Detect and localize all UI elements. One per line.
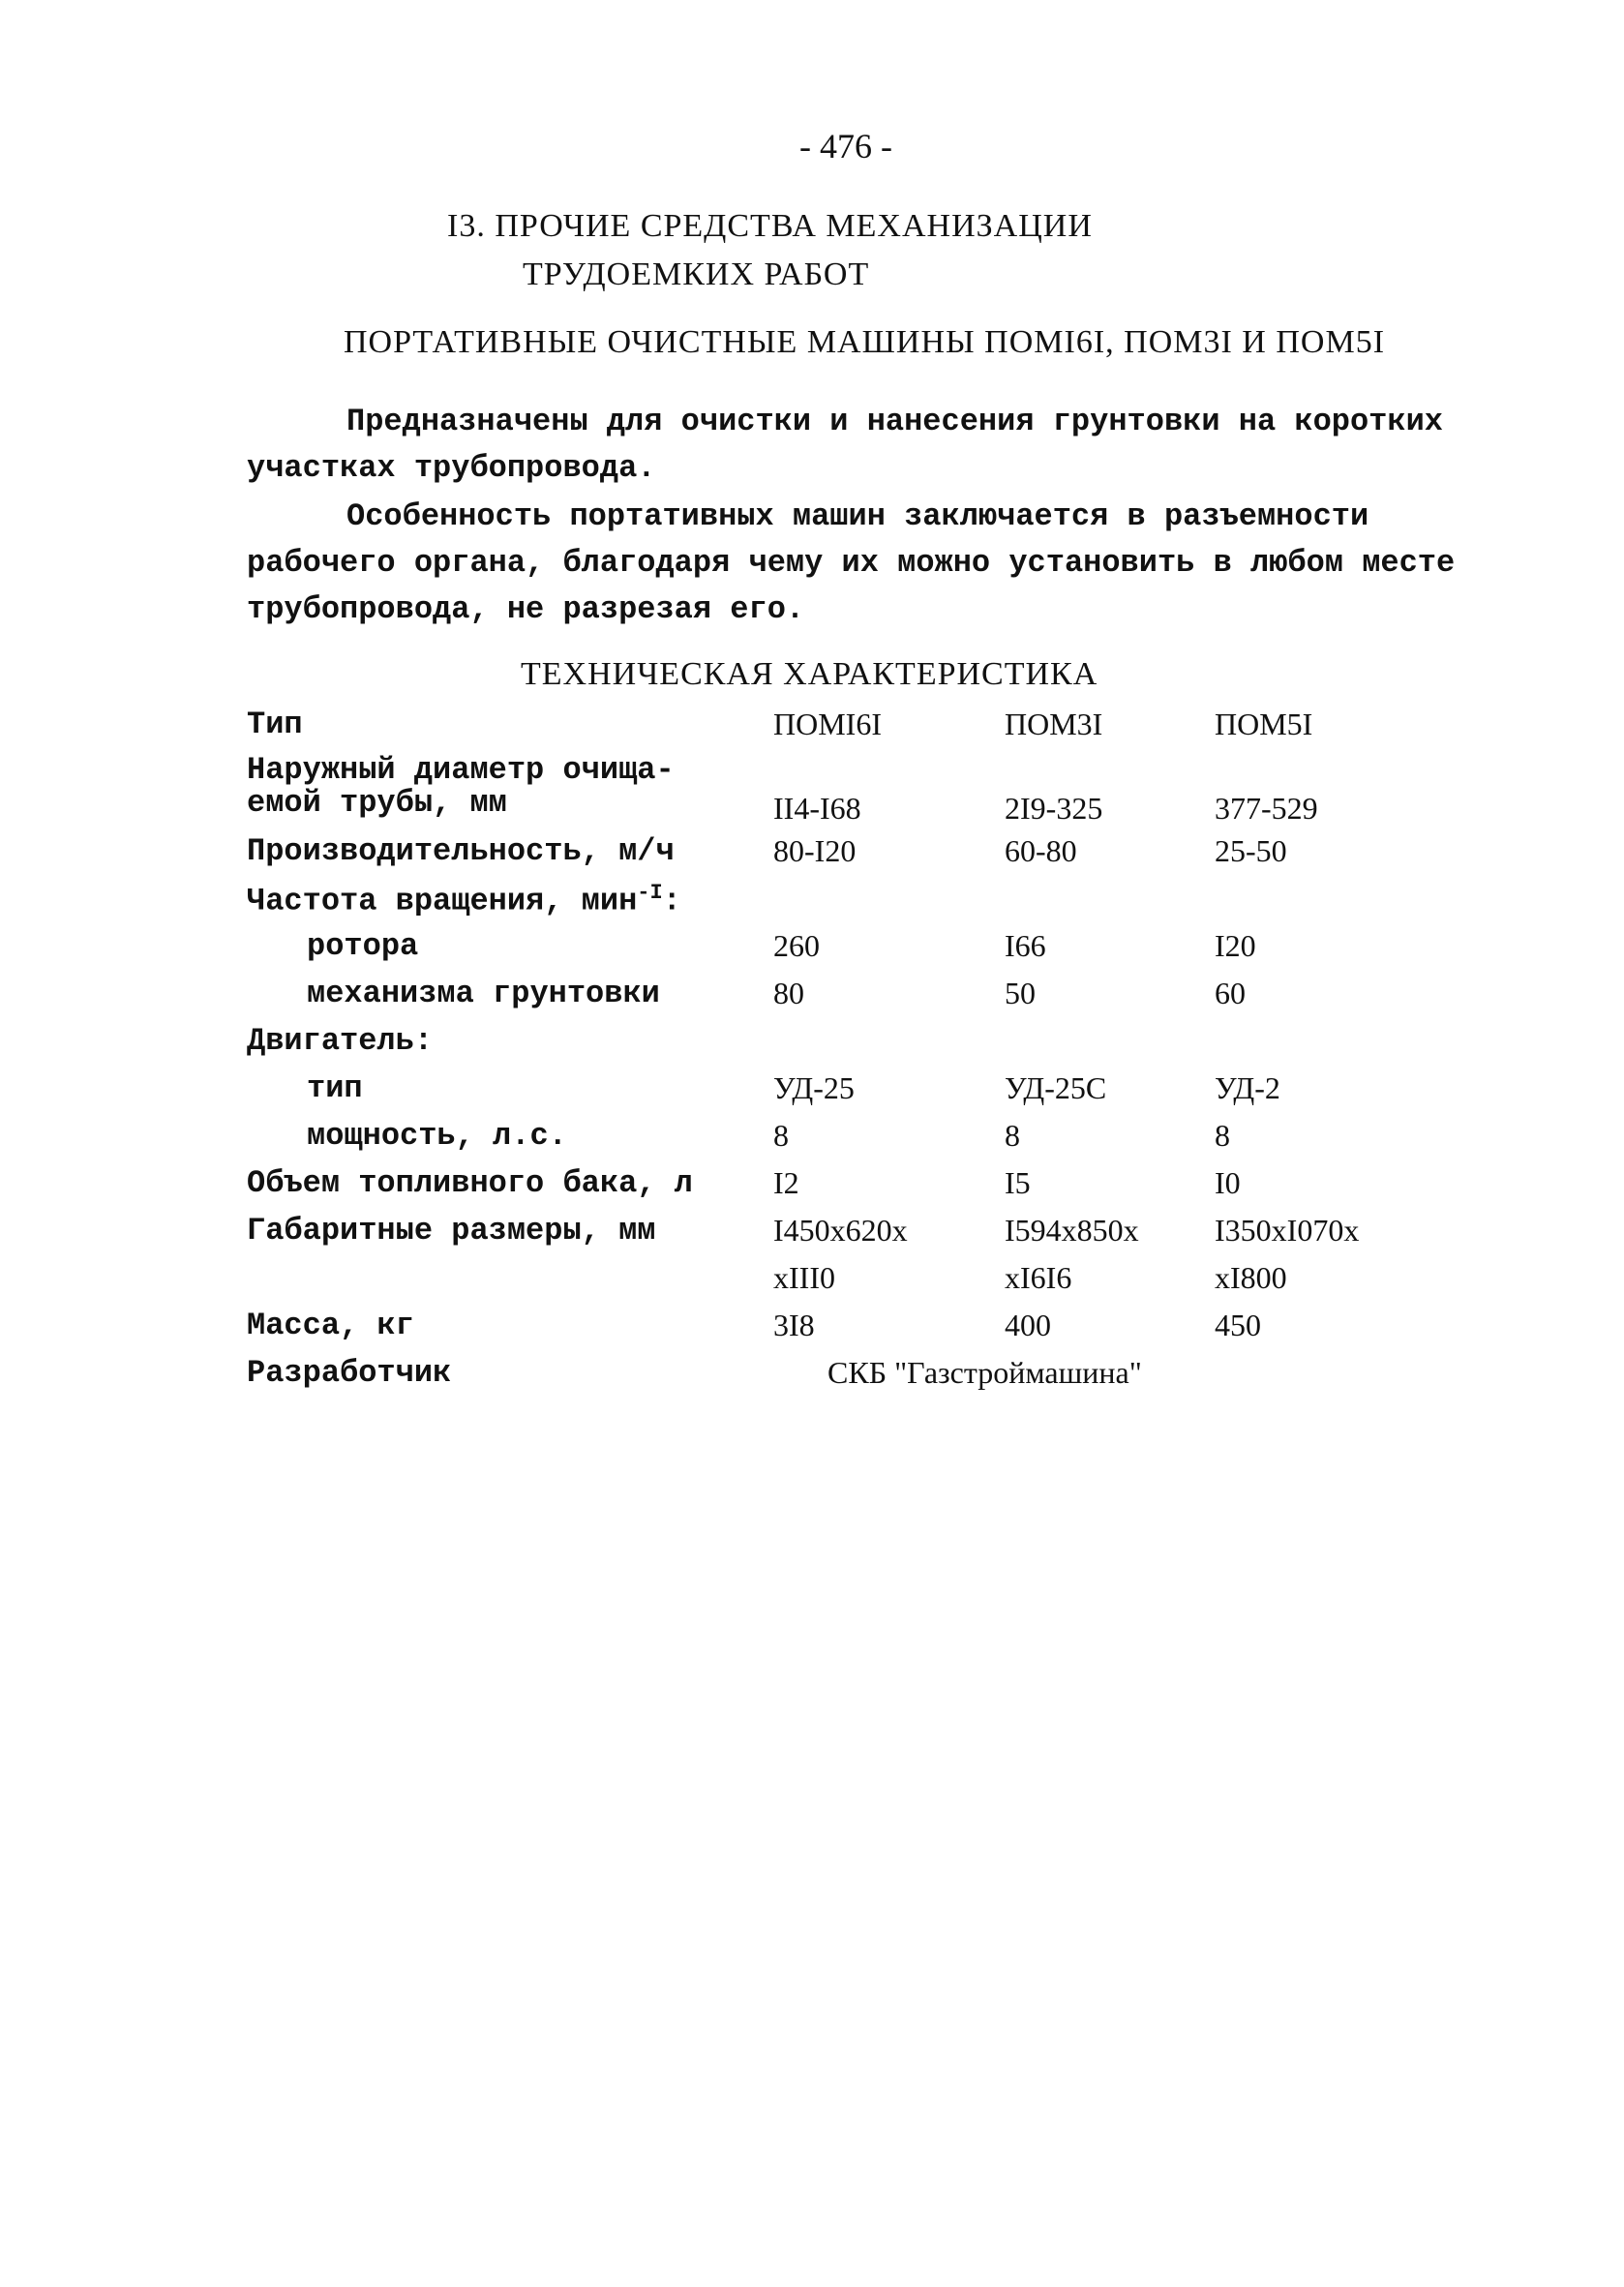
row-label: ротора <box>307 928 419 964</box>
row-label: Габаритные размеры, мм <box>247 1213 656 1249</box>
model-3-value: 25-50 <box>1215 833 1287 868</box>
model-3-value: 377-529 <box>1215 791 1318 826</box>
model-1-header: ПОМI6I <box>773 707 882 741</box>
machine-title: ПОРТАТИВНЫЕ ОЧИСТНЫЕ МАШИНЫ ПОМI6I, ПОМ3I И ПОМ5I <box>344 324 1386 360</box>
model-1-value: I2 <box>773 1165 799 1200</box>
rotation-suffix: : <box>662 883 681 919</box>
row-label-line1: Наружный диаметр очища- <box>247 752 675 788</box>
row-label: Масса, кг <box>247 1308 414 1343</box>
table-row-diameter <box>247 754 1505 833</box>
table-row-developer <box>247 1355 1505 1402</box>
row-label: Производительность, м/ч <box>247 833 675 869</box>
row-label: Разработчик <box>247 1355 452 1391</box>
table-row-engine-type <box>247 1070 1505 1118</box>
model-3-value: 450 <box>1215 1308 1261 1342</box>
section-subtitle: ТРУДОЕМКИХ РАБОТ <box>523 256 870 292</box>
model-2-value: I66 <box>1005 928 1046 963</box>
model-3-value: I350хI070х <box>1215 1213 1360 1248</box>
model-3-value: I0 <box>1215 1165 1241 1200</box>
table-row-primer-mechanism <box>247 976 1505 1023</box>
model-2-value: 8 <box>1005 1118 1020 1153</box>
rotation-exponent: -I <box>637 881 663 905</box>
model-3-value: хI800 <box>1215 1260 1287 1295</box>
row-label: Объем топливного бака, л <box>247 1165 693 1201</box>
feature-text: Особенность портативных машин заключается в разъемности рабочего органа, благодаря чему их можно установить в любом месте трубопровода, не разрезая его. <box>247 498 1456 627</box>
model-2-value: УД-25С <box>1005 1070 1107 1105</box>
row-label: Двигатель: <box>247 1023 434 1059</box>
table-row-engine <box>247 1023 1505 1070</box>
table-row-engine-power <box>247 1118 1505 1165</box>
developer-value: СКБ "Газстроймашина" <box>827 1355 1142 1390</box>
model-2-value: I594х850х <box>1005 1213 1139 1248</box>
table-row-tank <box>247 1165 1505 1213</box>
model-1-value: II4-I68 <box>773 791 861 826</box>
model-3-value: 8 <box>1215 1118 1230 1153</box>
model-1-value: УД-25 <box>773 1070 855 1105</box>
row-label <box>247 754 675 820</box>
model-1-value: 3I8 <box>773 1308 815 1342</box>
tech-specs-heading: ТЕХНИЧЕСКАЯ ХАРАКТЕРИСТИКА <box>521 656 1098 692</box>
model-1-value: 80-I20 <box>773 833 857 868</box>
model-2-value: I5 <box>1005 1165 1031 1200</box>
model-2-value: хI6I6 <box>1005 1260 1072 1295</box>
model-3-value: I20 <box>1215 928 1256 963</box>
row-label <box>247 881 681 919</box>
section-title: I3. ПРОЧИЕ СРЕДСТВА МЕХАНИЗАЦИИ <box>447 208 1093 244</box>
row-label: тип <box>307 1070 363 1106</box>
model-3-value: 60 <box>1215 976 1246 1010</box>
page-number: - 476 - <box>799 127 892 166</box>
table-row-dimensions <box>247 1213 1505 1260</box>
purpose-paragraph <box>247 399 1466 492</box>
table-row-type <box>247 707 1505 754</box>
row-label: механизма грунтовки <box>307 976 660 1011</box>
row-label-line2: емой трубы, мм <box>247 785 507 821</box>
table-row-rotation <box>247 881 1505 928</box>
model-2-value: 2I9-325 <box>1005 791 1103 826</box>
model-1-value: I450х620х <box>773 1213 908 1248</box>
model-2-value: 60-80 <box>1005 833 1077 868</box>
model-3-header: ПОМ5I <box>1215 707 1313 741</box>
feature-paragraph <box>247 494 1466 633</box>
model-1-value: 260 <box>773 928 820 963</box>
model-1-value: хIII0 <box>773 1260 835 1295</box>
model-2-value: 400 <box>1005 1308 1051 1342</box>
model-2-value: 50 <box>1005 976 1036 1010</box>
model-3-value: УД-2 <box>1215 1070 1280 1105</box>
table-row-mass <box>247 1308 1505 1355</box>
row-label: Тип <box>247 707 303 742</box>
rotation-label: Частота вращения, мин <box>247 883 638 919</box>
model-2-header: ПОМ3I <box>1005 707 1103 741</box>
table-row-rotor <box>247 928 1505 976</box>
purpose-text: Предназначены для очистки и нанесения грунтовки на коротких участках трубопровода. <box>247 404 1443 486</box>
table-row-dimensions-cont <box>247 1260 1505 1308</box>
table-row-productivity <box>247 833 1505 881</box>
spec-table <box>247 707 1505 1402</box>
model-1-value: 8 <box>773 1118 789 1153</box>
row-label: мощность, л.с. <box>307 1118 567 1154</box>
model-1-value: 80 <box>773 976 804 1010</box>
